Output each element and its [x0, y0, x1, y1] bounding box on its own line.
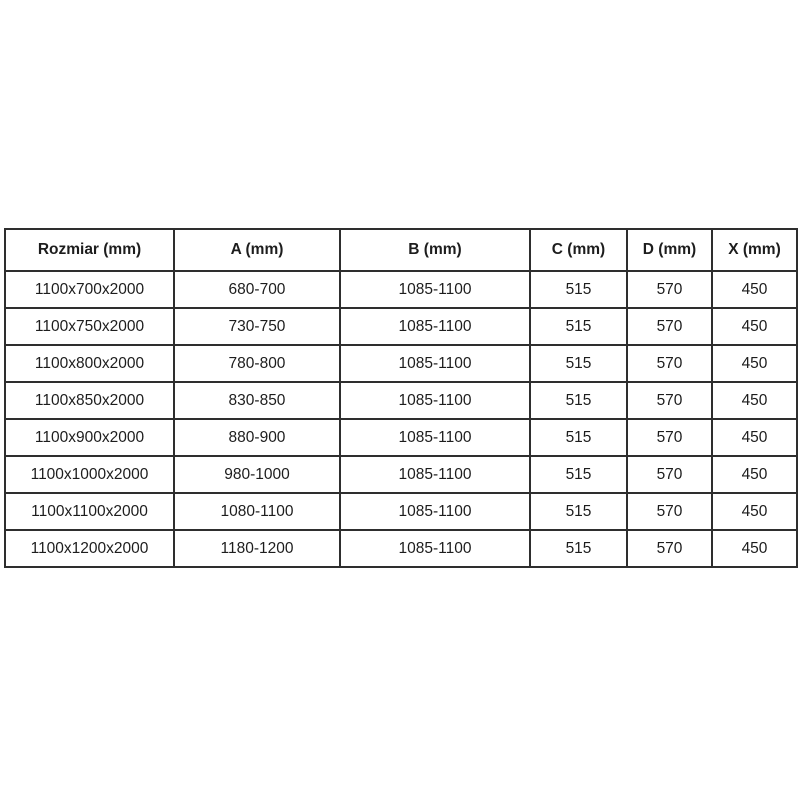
table-cell: 1100x750x2000	[5, 308, 174, 345]
table-cell: 515	[530, 530, 627, 567]
table-body	[5, 271, 797, 567]
column-header: B (mm)	[340, 229, 530, 271]
table-cell: 450	[712, 419, 797, 456]
table-cell: 880-900	[174, 419, 340, 456]
table-cell: 730-750	[174, 308, 340, 345]
table-cell: 1085-1100	[340, 382, 530, 419]
table-cell: 450	[712, 271, 797, 308]
table-cell: 1085-1100	[340, 308, 530, 345]
table-cell: 1100x900x2000	[5, 419, 174, 456]
table-cell: 1085-1100	[340, 530, 530, 567]
table-cell: 1100x850x2000	[5, 382, 174, 419]
table-row	[5, 308, 797, 345]
table-row	[5, 419, 797, 456]
column-header: A (mm)	[174, 229, 340, 271]
table-cell: 1085-1100	[340, 271, 530, 308]
table-cell: 515	[530, 382, 627, 419]
table-cell: 1100x1000x2000	[5, 456, 174, 493]
table-row	[5, 345, 797, 382]
table-cell: 450	[712, 345, 797, 382]
table-cell: 1100x800x2000	[5, 345, 174, 382]
table-cell: 515	[530, 345, 627, 382]
table-cell: 780-800	[174, 345, 340, 382]
table-header-row	[5, 229, 797, 271]
table-cell: 570	[627, 308, 712, 345]
table-cell: 450	[712, 308, 797, 345]
table-row	[5, 271, 797, 308]
table-row	[5, 456, 797, 493]
table-cell: 450	[712, 456, 797, 493]
table-cell: 1100x1200x2000	[5, 530, 174, 567]
table-cell: 450	[712, 493, 797, 530]
table-cell: 570	[627, 419, 712, 456]
table-cell: 515	[530, 308, 627, 345]
column-header: C (mm)	[530, 229, 627, 271]
table-cell: 830-850	[174, 382, 340, 419]
table-cell: 515	[530, 456, 627, 493]
table-cell: 515	[530, 271, 627, 308]
column-header: X (mm)	[712, 229, 797, 271]
table-cell: 1085-1100	[340, 456, 530, 493]
size-spec-table	[4, 228, 798, 568]
table-row	[5, 493, 797, 530]
table-cell: 1100x1100x2000	[5, 493, 174, 530]
table-cell: 1080-1100	[174, 493, 340, 530]
table-cell: 570	[627, 271, 712, 308]
table-cell: 570	[627, 456, 712, 493]
table-cell: 1085-1100	[340, 345, 530, 382]
table-cell: 570	[627, 493, 712, 530]
table-cell: 570	[627, 382, 712, 419]
column-header: Rozmiar (mm)	[5, 229, 174, 271]
table-cell: 450	[712, 530, 797, 567]
table-cell: 570	[627, 530, 712, 567]
table-row	[5, 382, 797, 419]
column-header: D (mm)	[627, 229, 712, 271]
table-cell: 980-1000	[174, 456, 340, 493]
table-cell: 1180-1200	[174, 530, 340, 567]
table-cell: 1085-1100	[340, 419, 530, 456]
table-cell: 680-700	[174, 271, 340, 308]
table-cell: 570	[627, 345, 712, 382]
table-cell: 1085-1100	[340, 493, 530, 530]
table-cell: 1100x700x2000	[5, 271, 174, 308]
table-cell: 515	[530, 419, 627, 456]
table-row	[5, 530, 797, 567]
table-cell: 450	[712, 382, 797, 419]
table-cell: 515	[530, 493, 627, 530]
